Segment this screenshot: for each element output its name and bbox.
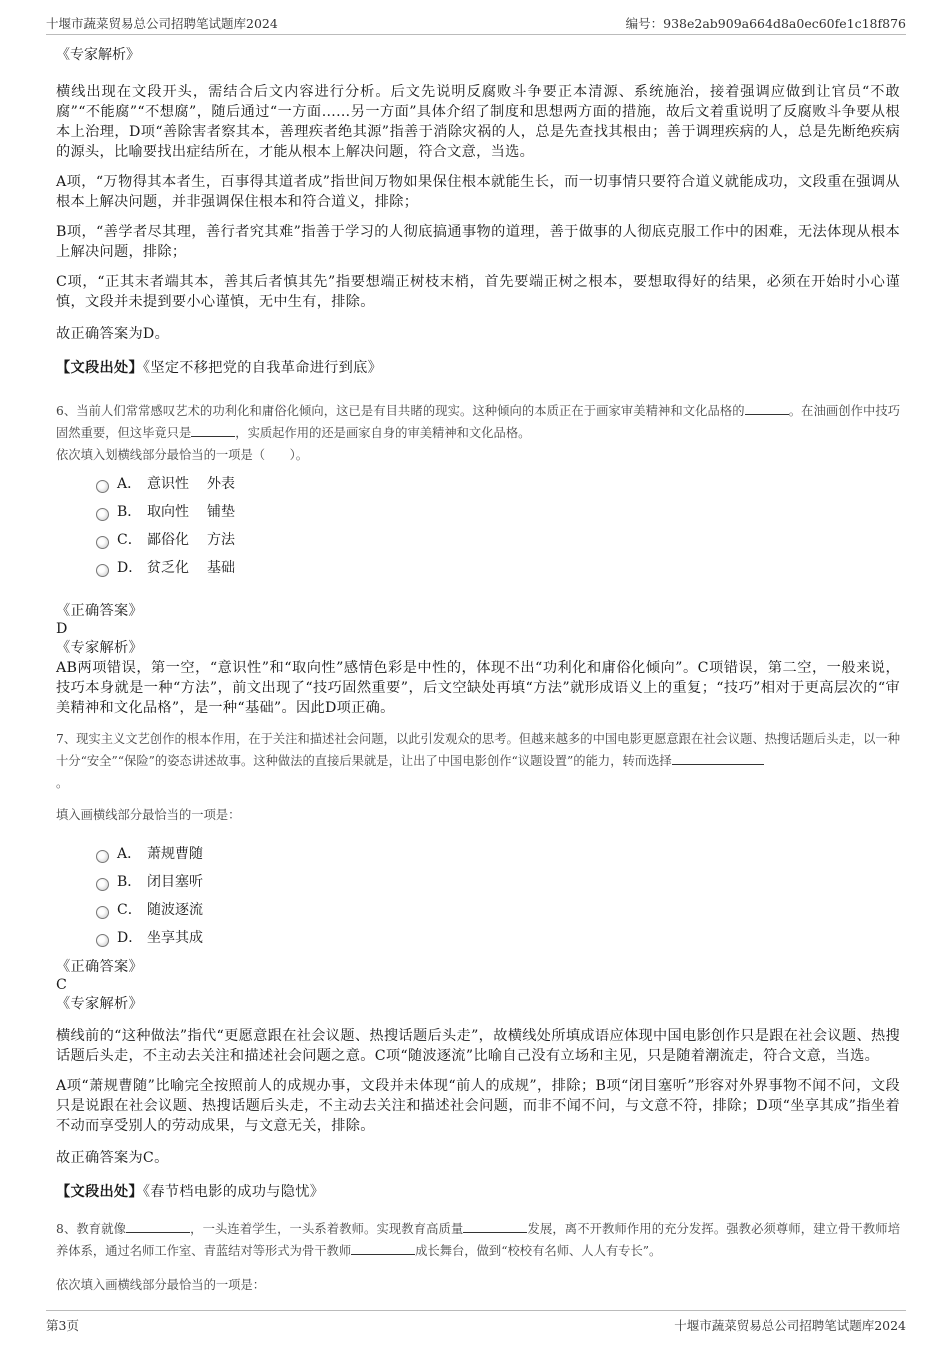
option-word-1: 取向性 [147,504,189,520]
q5-source-label: 【文段出处】 [56,360,143,376]
q5-source-text: 《坚定不移把党的自我革命进行到底》 [142,360,383,376]
q7-text-end: 。 [56,776,69,790]
radio-icon[interactable] [96,536,109,549]
option-word: 坐享其成 [147,930,203,946]
q6-text-c: ，实质起作用的还是画家自身的审美精神和文化品格。 [235,426,531,440]
q8-text-b: ，一头连着学生，一头系着教师。实现教育高质量 [190,1222,464,1236]
q7-source-text: 《春节档电影的成功与隐忧》 [142,1184,325,1200]
option-letter: C． [117,902,142,918]
spacer [56,68,900,82]
q5-source [56,358,900,378]
q7-expert-label: 《专家解析》 [56,996,143,1012]
q5-analysis-para4: C项，“正其末者端其本，善其后者慎其先”指要想端正树枝末梢，首先要端正树之根本，要想取得好的结果，必须在开始时小心谨慎，文段并未提到要小心谨慎，无中生有，排除。 [56,274,900,310]
q6-instruction: 依次填入划横线部分最恰当的一项是（ ）。 [56,448,309,462]
option-word-1: 意识性 [147,476,189,492]
option-word: 随波逐流 [147,902,203,918]
option-letter: A． [117,846,142,862]
page-header [46,14,906,35]
radio-icon[interactable] [96,906,109,919]
spacer [56,794,900,804]
q8-question [56,1218,900,1262]
q8-blank-1 [126,1218,190,1233]
page-content [56,44,900,1296]
spacer [56,212,900,222]
q6-question [56,400,900,444]
q6-text-a: 6、当前人们常常感叹艺术的功利化和庸俗化倾向，这已是有目共睹的现实。这种倾向的本质正在于画家审美精神和文化品格的 [56,404,745,418]
q5-conclusion: 故正确答案为D。 [56,326,170,342]
q8-text-a: 8、教育就像 [56,1222,127,1236]
header-doc-id: 编号：938e2ab909a664d8a0ec60fe1c18f876 [625,16,906,31]
spacer [56,1066,900,1076]
q7-option-a[interactable] [96,840,900,868]
q5-expert-label: 《专家解析》 [56,47,140,63]
q8-text-c: 发展，离不开教师作用的充分发挥。强教必须尊师，建立骨干教师培养体系，通过名师工作室、青蓝结对等形式为骨干教师 [56,1222,900,1258]
spacer [56,582,900,602]
q5-expert-label-row [56,44,900,68]
option-word-2: 方法 [207,532,235,548]
q5-analysis-para1: 横线出现在文段开头，需结合后文内容进行分析。后文先说明反腐败斗争要正本清源、系统施治，接着强调应做到让官员“不敢腐”“不能腐”“不想腐”，随后通过“一方面……另一方面”具体介绍了制度和思想两方面的措施，故后文着重说明了反腐败斗争要从根本上治理，D项“善除害者察其本，善理疾者绝其源”指善于消除灾祸的人，总是先查找其根由；善于调理疾病的人，总是先断绝疾病的源头，比喻要找出症结所在，才能从根本上解决问题，符合文意，当选。 [56,84,900,160]
spacer [56,1168,900,1182]
q6-expert-label: 《专家解析》 [56,640,143,656]
q6-option-d[interactable] [96,554,900,582]
page-number: 第3页 [46,1318,79,1333]
q6-option-b[interactable] [96,498,900,526]
spacer [56,162,900,172]
q7-option-b[interactable] [96,868,900,896]
spacer [56,262,900,272]
spacer [56,312,900,324]
q6-options [96,470,900,582]
q7-answer-label: 《正确答案》 [56,959,143,975]
option-word-2: 外表 [207,476,235,492]
option-letter: C． [117,532,142,548]
option-letter: B． [117,874,142,890]
q7-answer: C [56,977,68,993]
spacer [56,826,900,840]
page-footer [46,1310,906,1335]
q6-blank-1 [745,400,789,415]
radio-icon[interactable] [96,850,109,863]
q7-option-d[interactable] [96,924,900,952]
q6-text-b: 。在油画创作中技巧固然重要，但这毕竟只是 [56,404,900,440]
q7-source [56,1182,900,1202]
q8-blank-3 [351,1240,415,1255]
header-title: 十堰市蔬菜贸易总公司招聘笔试题库2024 [46,16,278,31]
option-letter: B． [117,504,142,520]
option-word: 闭目塞听 [147,874,203,890]
spacer [56,378,900,400]
option-word: 萧规曹随 [147,846,203,862]
option-word-1: 鄙俗化 [147,532,189,548]
q7-source-label: 【文段出处】 [56,1184,143,1200]
option-word-1: 贫乏化 [147,560,189,576]
q7-option-c[interactable] [96,896,900,924]
q7-options [96,840,900,952]
radio-icon[interactable] [96,564,109,577]
radio-icon[interactable] [96,934,109,947]
spacer [56,1014,900,1026]
option-letter: D． [117,560,143,576]
q6-analysis: AB两项错误，第一空，“意识性”和“取向性”感情色彩是中性的，体现不出“功利化和庸俗化倾向”。C项错误，第二空，一般来说，技巧本身就是一种“方法”，前文出现了“技巧固然重要”，后文空缺处再填“方法”就形成语义上的重复；“技巧”相对于更高层次的“审美精神和文化品格”，是一种“基础”。因此D项正确。 [56,660,900,716]
q6-option-c[interactable] [96,526,900,554]
spacer [56,718,900,728]
q5-analysis-para2: A项，“万物得其本者生，百事得其道者成”指世间万物如果保住根本就能生长，而一切事情只要符合道义就能成功，文段重在强调从根本上解决问题，并非强调保住根本和符合道义，排除； [56,174,900,210]
q6-answer-label: 《正确答案》 [56,603,143,619]
q6-blank-2 [191,422,235,437]
q7-text: 7、现实主义文艺创作的根本作用，在于关注和描述社会问题，以此引发观众的思考。但越来越多的中国电影更愿意跟在社会议题、热搜话题后头走，以一种十分“安全”“保险”的姿态讲述故事。这种做法的直接后果就是，让出了中国电影创作“议题设置”的能力，转而选择 [56,732,901,768]
option-letter: D． [117,930,143,946]
q5-analysis-para3: B项，“善学者尽其理，善行者究其难”指善于学习的人彻底搞通事物的道理，善于做事的人彻底克服工作中的困难，无法体现从根本上解决问题，排除； [56,224,900,260]
q7-analysis-para1: 横线前的“这种做法”指代“更愿意跟在社会议题、热搜话题后头走”，故横线处所填成语应体现中国电影创作只是跟在社会议题、热搜话题后头走，不主动去关注和描述社会问题之意。C项“随波逐流”比喻自己没有立场和主见，只是随着潮流走，符合文意，当选。 [56,1028,900,1064]
spacer [56,1136,900,1148]
q8-blank-2 [463,1218,527,1233]
q7-analysis-para2: A项“萧规曹随”比喻完全按照前人的成规办事，文段并未体现“前人的成规”，排除；B项“闭目塞听”形容对外界事物不闻不问，文段只是说跟在社会议题、热搜话题后头走，不主动去关注和描述社会问题，而非不闻不问，与文意不符，排除；D项“坐享其成”指坐着不动而享受别人的劳动成果，与文意无关，排除。 [56,1078,900,1134]
q6-answer: D [56,621,68,637]
radio-icon[interactable] [96,508,109,521]
q7-question [56,728,900,794]
q7-blank [672,750,764,765]
q6-option-a[interactable] [96,470,900,498]
option-word-2: 铺垫 [207,504,235,520]
spacer [56,1202,900,1218]
radio-icon[interactable] [96,480,109,493]
radio-icon[interactable] [96,878,109,891]
q7-conclusion: 故正确答案为C。 [56,1150,169,1166]
option-letter: A． [117,476,142,492]
q7-instruction: 填入画横线部分最恰当的一项是： [56,808,241,822]
q8-text-d: 成长舞台，做到“校校有名师、人人有专长”。 [415,1244,662,1258]
spacer [56,1262,900,1274]
option-word-2: 基础 [207,560,235,576]
q8-instruction: 依次填入画横线部分最恰当的一项是： [56,1278,266,1292]
spacer [56,344,900,358]
footer-title: 十堰市蔬菜贸易总公司招聘笔试题库2024 [674,1318,906,1333]
